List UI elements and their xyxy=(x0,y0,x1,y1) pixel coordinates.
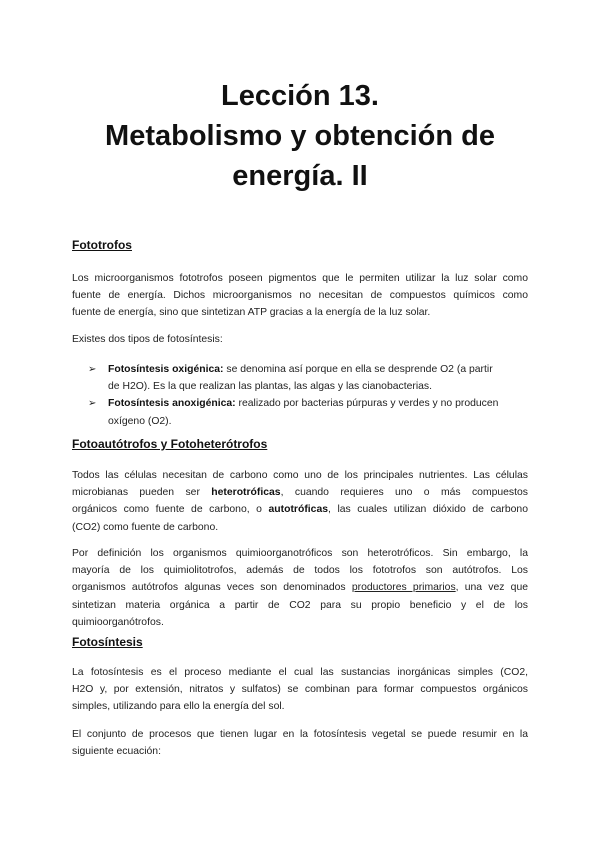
bullet-text: de H2O). Es la que realizan las plantas, las algas y las cianobacterias. xyxy=(108,381,433,393)
paragraph-tipos-fotosintesis xyxy=(72,331,528,348)
arrow-bullet-icon: ➢ xyxy=(88,364,97,375)
term-autotroficas: autotróficas xyxy=(268,504,328,516)
paragraph-ecuacion xyxy=(72,726,528,760)
paragraph-fotosintesis-def xyxy=(72,664,528,716)
text-line: sintetizan materia orgánica a partir de CO2 para su propio beneficio y el de los xyxy=(72,599,528,611)
page-title xyxy=(0,76,600,196)
list-item xyxy=(72,395,528,429)
title-line-2: Metabolismo y obtención de xyxy=(105,120,495,152)
text-line: simples, utilizando para ello la energía del sol. xyxy=(72,701,285,713)
text-line: Todos las células necesitan de carbono como uno de los principales nutrientes. Las células xyxy=(72,470,528,481)
text-line: fuente de energía. Dichos microorganismos no necesitan de compuestos químicos como xyxy=(72,290,528,302)
text-line: Los microorganismos fototrofos poseen pigmentos que le permiten utilizar la luz solar como xyxy=(72,273,528,284)
heading-fotoautotrofos: Fotoautótrofos y Fotoheterótrofos xyxy=(72,437,268,451)
heading-fotosintesis: Fotosíntesis xyxy=(72,635,143,649)
heading-fototrofos: Fototrofos xyxy=(72,238,132,252)
text-line: microbianas pueden ser heterotróficas, cuando requieres uno o más compuestos xyxy=(72,487,528,499)
text-line: H2O y, por extensión, nitratos y sulfatos) se combinan para formar compuestos orgánicos xyxy=(72,684,528,696)
title-line-1: Lección 13. xyxy=(221,80,379,112)
text-line: siguiente ecuación: xyxy=(72,746,161,758)
bullet-text: oxígeno (O2). xyxy=(108,415,172,427)
text-line: Por definición los organismos quimioorganotróficos son heterotróficos. Sin embargo, la xyxy=(72,548,528,559)
text-line: organismos autótrofos algunas veces son denominados productores primarios, una vez que xyxy=(72,582,529,594)
text-line: mayoría de los quimiolitotrofos, además de todos los fototrofos son autótrofos. Los xyxy=(72,565,528,577)
title-line-3: energía. II xyxy=(232,160,368,192)
bullet-text: se denomina así porque en ella se desprende O2 (a partir xyxy=(223,364,493,375)
bullet-text: realizado por bacterias púrpuras y verdes y no producen xyxy=(235,398,499,410)
arrow-bullet-icon: ➢ xyxy=(88,398,97,410)
term-heterotroficas: heterotróficas xyxy=(211,487,281,499)
paragraph-carbono xyxy=(72,467,528,536)
text-line: (CO2) como fuente de carbono. xyxy=(72,521,219,533)
text-line: fuente de energía, sino que sintetizan ATP gracias a la energía de la luz solar. xyxy=(72,307,431,319)
paragraph-fototrofos-intro xyxy=(72,270,528,322)
text-line: Existes dos tipos de fotosíntesis: xyxy=(72,334,223,345)
text-line: quimioorganótrofos. xyxy=(72,616,164,628)
list-item xyxy=(72,361,528,395)
term-productores-primarios: productores primarios xyxy=(351,582,456,594)
paragraph-quimioorganotroficos xyxy=(72,545,528,631)
bullet-list-fotosintesis xyxy=(72,361,528,430)
text-line: La fotosíntesis es el proceso mediante el cual las sustancias inorgánicas simples (CO2, xyxy=(72,667,528,678)
bullet-term: Fotosíntesis anoxigénica: xyxy=(108,398,236,410)
text-line: orgánicos como fuente de carbono, o autotróficas, las cuales utilizan dióxido de carbono xyxy=(72,504,528,516)
text-line: El conjunto de procesos que tienen lugar en la fotosíntesis vegetal se puede resumir en la xyxy=(72,729,528,740)
bullet-term: Fotosíntesis oxigénica: xyxy=(108,364,224,375)
